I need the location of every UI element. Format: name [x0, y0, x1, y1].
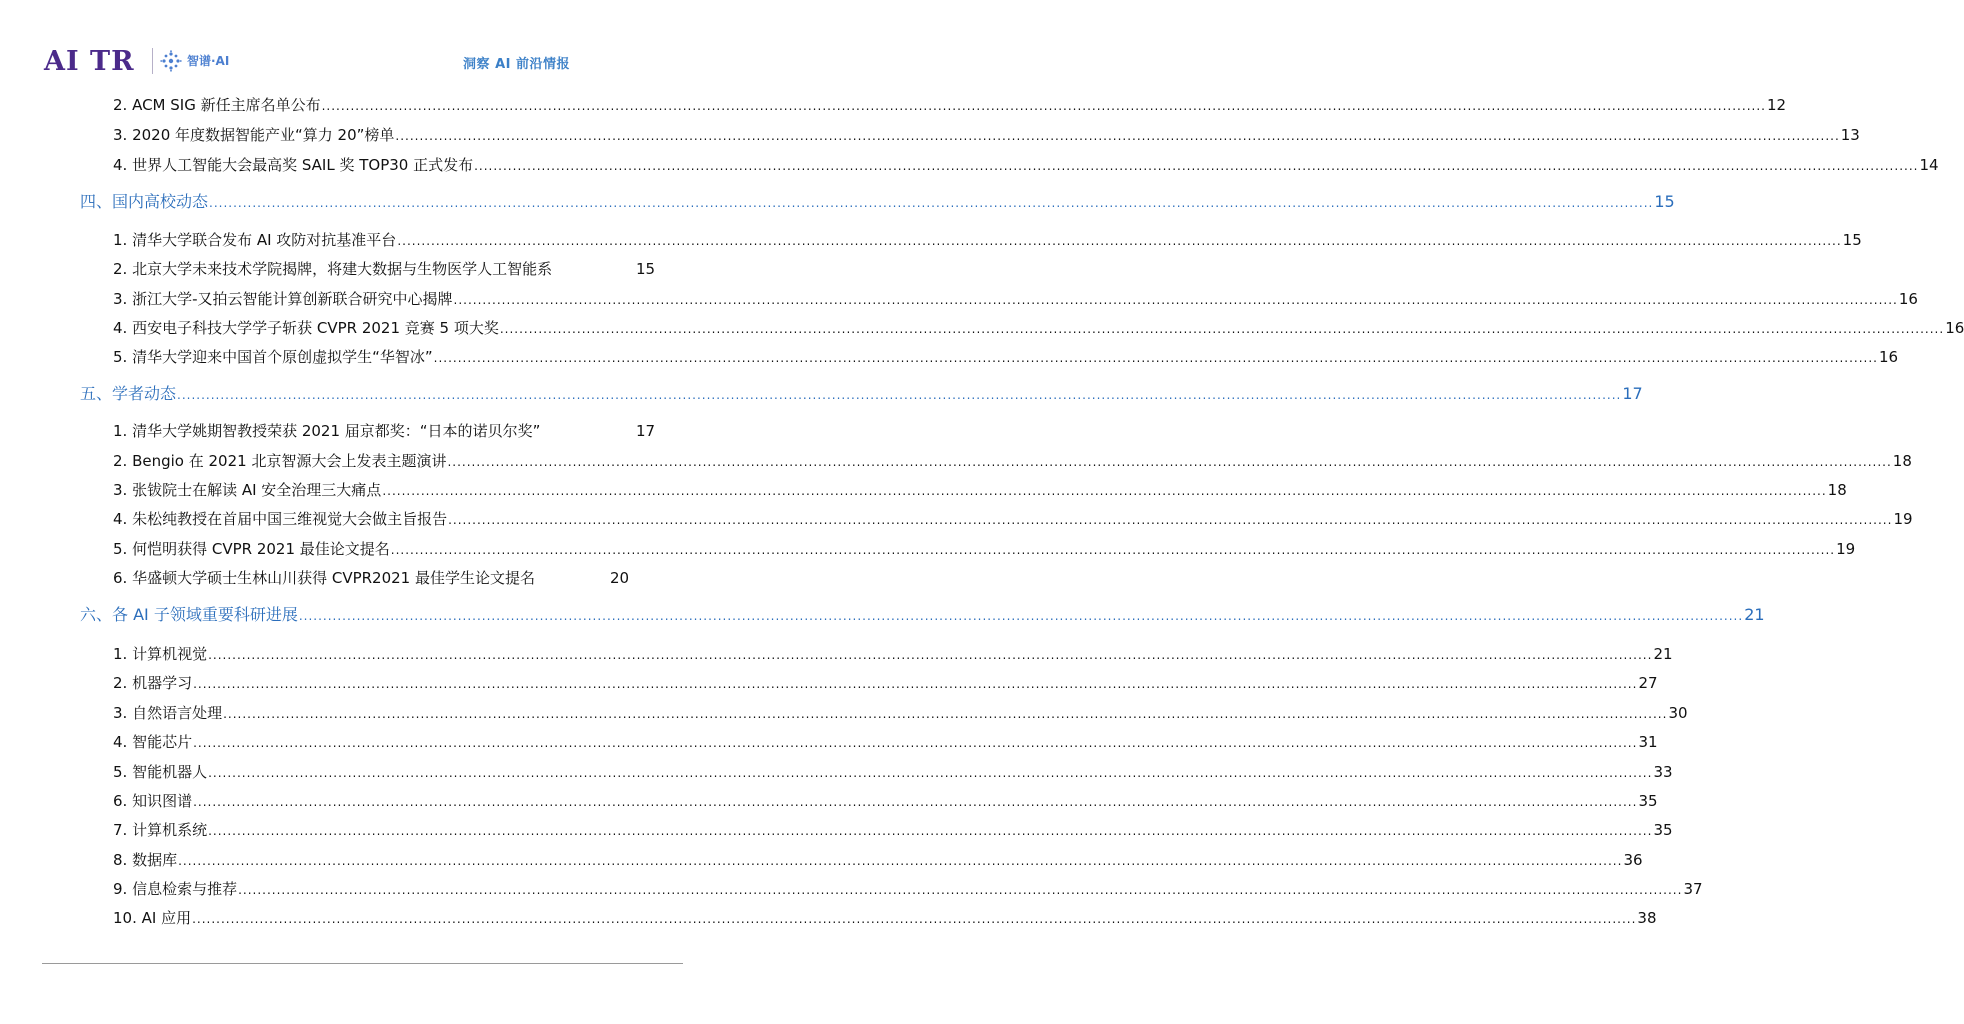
- toc-page-number: 31: [1638, 733, 1658, 751]
- toc-entry-title: 2. 机器学习: [113, 674, 193, 692]
- toc-entry-title: 4. 世界人工智能大会最高奖 SAIL 奖 TOP30 正式发布: [113, 156, 474, 174]
- toc-dot-leader: ............................................................................................................................................................................................................................................................................................................: [382, 484, 1827, 498]
- page-header: [0, 0, 725, 90]
- toc-page-number: 12: [1766, 96, 1787, 114]
- toc-entry-title: 3. 浙江大学-又拍云智能计算创新联合研究中心揭牌: [113, 290, 453, 308]
- toc-entry-title: 4. 西安电子科技大学学子斩获 CVPR 2021 竞赛 5 项大奖: [113, 319, 499, 337]
- toc-entry-title: 1. 清华大学姚期智教授荣获 2021 届京都奖：“日本的诺贝尔奖”: [113, 422, 541, 440]
- toc-page-number: 36: [1623, 851, 1643, 869]
- toc-dot-leader: ............................................................................................................................................................................................................................................................................................................: [193, 677, 1638, 691]
- toc-dot-leader: ............................................................................................................................................................................................................................................................................................................: [178, 854, 1623, 868]
- toc-entry-title: 9. 信息检索与推荐: [113, 880, 238, 898]
- toc-entry-title: 四、国内高校动态: [80, 192, 209, 211]
- toc-dot-leader: ............................................................................................................................................................................................................................................................................................................: [447, 455, 1892, 469]
- header-tagline: 洞察 AI 前沿情报: [463, 57, 570, 72]
- toc-page-number: 13: [1840, 126, 1860, 144]
- toc-page-number: 18: [1827, 481, 1847, 499]
- toc-entry-title: 7. 计算机系统: [113, 821, 208, 839]
- toc-entry-title: 5. 何恺明获得 CVPR 2021 最佳论文提名: [113, 540, 390, 558]
- zhipu-logo-text: 智谱·AI: [187, 54, 230, 68]
- toc-page-number: 19: [1836, 540, 1856, 558]
- toc-dot-leader: ............................................................................................................................................................................................................................................................................................................: [209, 196, 1654, 210]
- toc-dot-leader: ............................................................................................................................................................................................................................................................................................................: [499, 322, 1945, 336]
- toc-dot-leader: ............................................................................................................................................................................................................................................................................................................: [208, 824, 1653, 838]
- toc-dot-leader: ............................................................................................................................................................................................................................................................................................................: [433, 351, 1878, 365]
- toc-dot-leader: ............................................................................................................................................................................................................................................................................................................: [397, 234, 1842, 248]
- toc-dot-leader: ............................................................................................................................................................................................................................................................................................................: [453, 293, 1898, 307]
- toc-dot-leader: ............................................................................................................................................................................................................................................................................................................: [193, 736, 1638, 750]
- toc-entry-title: 5. 清华大学迎来中国首个原创虚拟学生“华智冰”: [113, 348, 433, 366]
- toc-page-number: 21: [1653, 645, 1673, 663]
- toc-page-number: 15: [636, 260, 656, 278]
- toc-dot-leader: ............................................................................................................................................................................................................................................................................................................: [193, 795, 1638, 809]
- toc-entry-title: 6. 知识图谱: [113, 792, 193, 810]
- toc-entry-title: 3. 2020 年度数据智能产业“算力 20”榜单: [113, 126, 395, 144]
- toc-page-number: 16: [1898, 290, 1918, 308]
- toc-page-number: 17: [636, 422, 656, 440]
- toc-dot-leader: ............................................................................................................................................................................................................................................................................................................: [395, 129, 1840, 143]
- toc-page-number: 35: [1653, 821, 1673, 839]
- toc-entry-title: 2. Bengio 在 2021 北京智源大会上发表主题演讲: [113, 452, 447, 470]
- toc-entry-title: 2. 北京大学未来技术学院揭牌，将建大数据与生物医学人工智能系: [113, 260, 553, 278]
- toc-entry-title: 10. AI 应用: [113, 909, 192, 927]
- toc-entry-title: 五、学者动态: [80, 384, 177, 403]
- toc-dot-leader: ............................................................................................................................................................................................................................................................................................................: [298, 609, 1744, 623]
- toc-page-number: 16: [1878, 348, 1899, 366]
- toc-page-number: 17: [1622, 384, 1643, 403]
- toc-dot-leader: ............................................................................................................................................................................................................................................................................................................: [390, 543, 1836, 557]
- toc-dot-leader: ............................................................................................................................................................................................................................................................................................................: [223, 707, 1668, 721]
- logo-divider: [152, 48, 153, 74]
- toc-entry-title: 1. 计算机视觉: [113, 645, 208, 663]
- toc-page-number: 15: [1842, 231, 1862, 249]
- toc-entry-title: 4. 智能芯片: [113, 733, 193, 751]
- toc-page-number: 20: [610, 569, 630, 587]
- toc-entry-title: 六、各 AI 子领域重要科研进展: [80, 605, 298, 624]
- toc-entry-title: 8. 数据库: [113, 851, 178, 869]
- toc-dot-leader: ............................................................................................................................................................................................................................................................................................................: [474, 159, 1919, 173]
- toc-dot-leader: ............................................................................................................................................................................................................................................................................................................: [177, 388, 1622, 402]
- toc-page-number: 35: [1638, 792, 1658, 810]
- toc-entry-title: 5. 智能机器人: [113, 763, 208, 781]
- toc-entry-title: 6. 华盛顿大学硕士生林山川获得 CVPR2021 最佳学生论文提名: [113, 569, 535, 587]
- toc-page-number: 21: [1744, 605, 1765, 624]
- toc-page-number: 18: [1892, 452, 1912, 470]
- toc-dot-leader: ............................................................................................................................................................................................................................................................................................................: [208, 766, 1653, 780]
- toc-page-number: 27: [1638, 674, 1658, 692]
- toc-page-number: 19: [1893, 510, 1913, 528]
- toc-page-number: 33: [1653, 763, 1673, 781]
- toc-entry-title: 4. 朱松纯教授在首届中国三维视觉大会做主旨报告: [113, 510, 448, 528]
- toc-page-number: 15: [1654, 192, 1675, 211]
- footer-divider: [42, 963, 683, 964]
- toc-page-number: 16: [1945, 319, 1964, 337]
- toc-dot-leader: ............................................................................................................................................................................................................................................................................................................: [208, 648, 1653, 662]
- toc-dot-leader: ............................................................................................................................................................................................................................................................................................................: [448, 513, 1893, 527]
- toc-dot-leader: ............................................................................................................................................................................................................................................................................................................: [192, 912, 1637, 926]
- toc-dot-leader: ............................................................................................................................................................................................................................................................................................................: [321, 99, 1766, 113]
- zhipu-logo-icon: [160, 50, 182, 72]
- aitr-logo: AI TR: [44, 46, 135, 77]
- toc-dot-leader: ............................................................................................................................................................................................................................................................................................................: [238, 883, 1683, 897]
- toc-entry-title: 2. ACM SIG 新任主席名单公布: [113, 96, 321, 114]
- toc-entry-title: 1. 清华大学联合发布 AI 攻防对抗基准平台: [113, 231, 397, 249]
- toc-page-number: 30: [1668, 704, 1688, 722]
- toc-entry-title: 3. 自然语言处理: [113, 704, 223, 722]
- toc-page-number: 14: [1919, 156, 1939, 174]
- toc-entry-title: 3. 张钹院士在解读 AI 安全治理三大痛点: [113, 481, 382, 499]
- toc-page-number: 38: [1637, 909, 1657, 927]
- toc-page-number: 37: [1683, 880, 1703, 898]
